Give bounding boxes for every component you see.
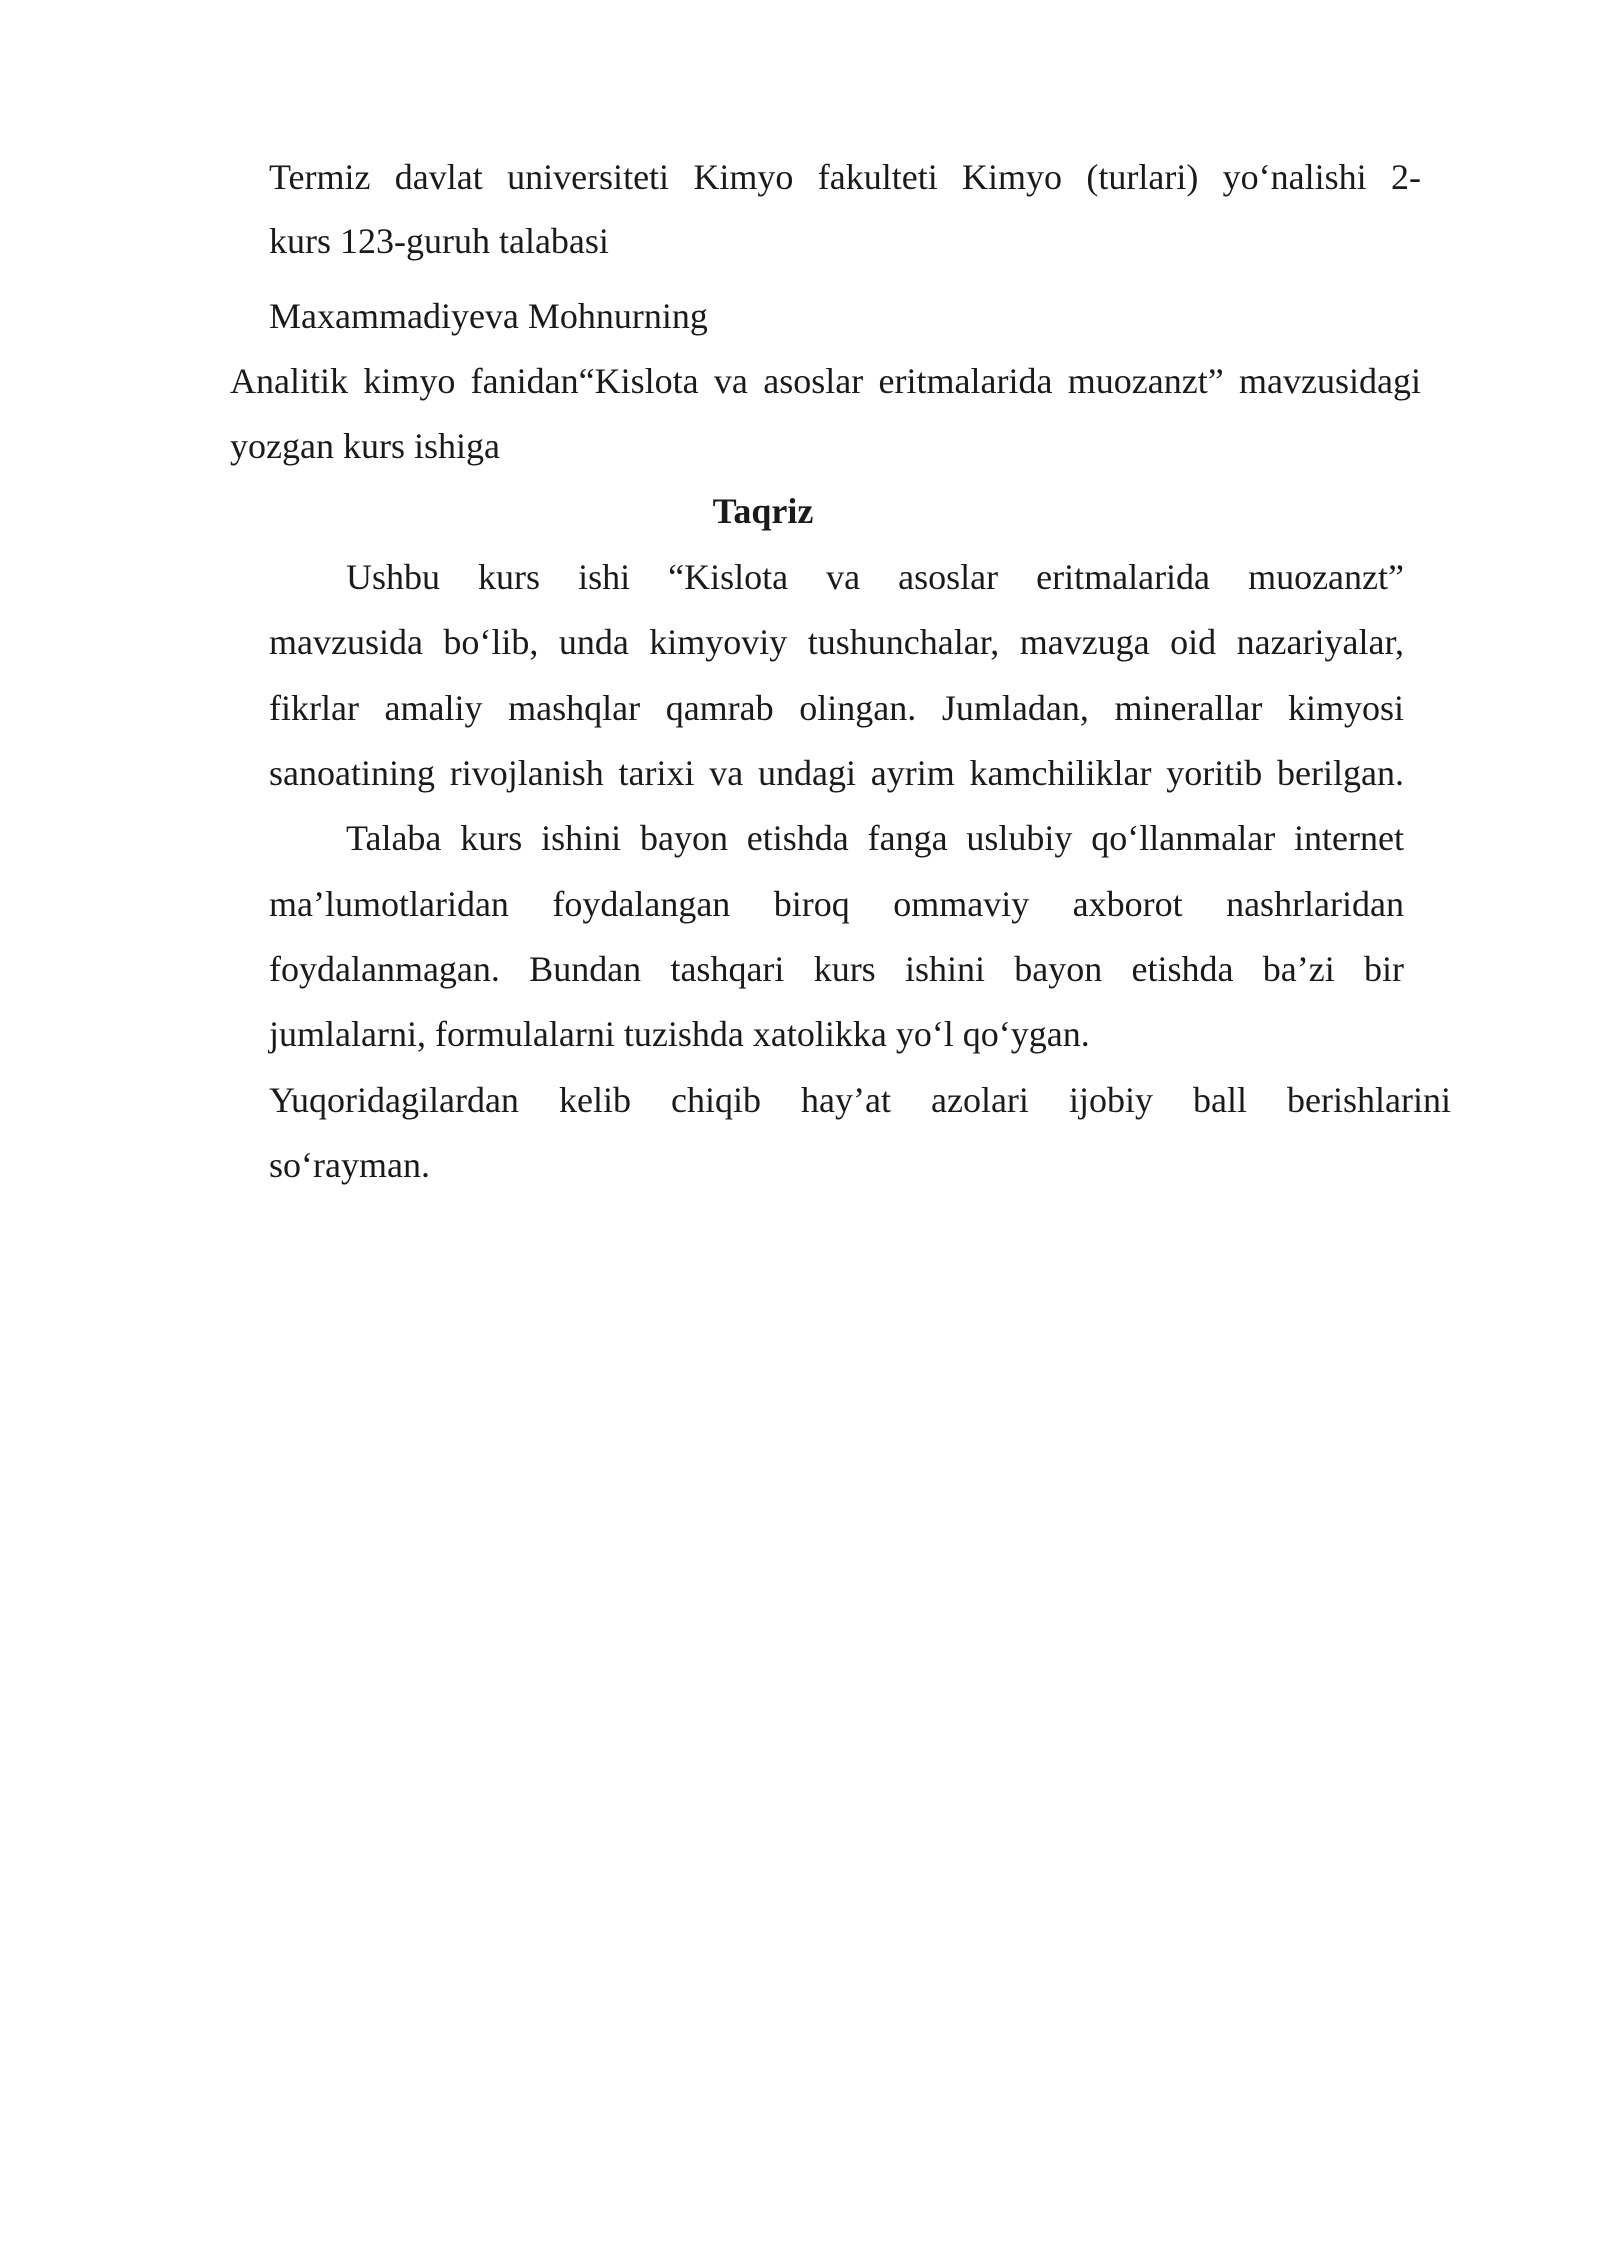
header-line-2: kurs 123-guruh talabasi (269, 221, 609, 261)
header-line-1: Termiz davlat universiteti Kimyo fakulteti Kimyo (turlari) yo‘nalishi 2- (269, 157, 1421, 197)
paragraph-1-line-4: sanoatining rivojlanish tarixi va undagi ayrim kamchiliklar yoritib berilgan. (269, 753, 1404, 793)
paragraph-3-line-2: so‘rayman. (269, 1145, 430, 1185)
document-title: Taqriz (712, 491, 814, 531)
student-name: Maxammadiyeva Mohnurning (269, 296, 708, 336)
paragraph-1-line-3: fikrlar amaliy mashqlar qamrab olingan. Jumladan, minerallar kimyosi (269, 688, 1404, 728)
paragraph-2-line-3: foydalanmagan. Bundan tashqari kurs ishini bayon etishda ba’zi bir (269, 949, 1404, 989)
subject-line-1: Analitik kimyo fanidan“Kislota va asoslar eritmalarida muozanzt” mavzusidagi (230, 361, 1421, 401)
paragraph-3-line-1: Yuqoridagilardan kelib chiqib hay’at azolari ijobiy ball berishlarini (269, 1080, 1451, 1120)
paragraph-1-line-2: mavzusida bo‘lib, unda kimyoviy tushunchalar, mavzuga oid nazariyalar, (269, 622, 1404, 662)
paragraph-2-line-2: ma’lumotlaridan foydalangan biroq ommaviy axborot nashrlaridan (269, 884, 1404, 924)
paragraph-2-line-4: jumlalarni, formulalarni tuzishda xatolikka yo‘l qo‘ygan. (269, 1014, 1090, 1054)
paragraph-1-line-1: Ushbu kurs ishi “Kislota va asoslar eritmalarida muozanzt” (346, 557, 1404, 597)
paragraph-2-line-1: Talaba kurs ishini bayon etishda fanga uslubiy qo‘llanmalar internet (346, 818, 1404, 858)
subject-line-2: yozgan kurs ishiga (230, 426, 500, 466)
